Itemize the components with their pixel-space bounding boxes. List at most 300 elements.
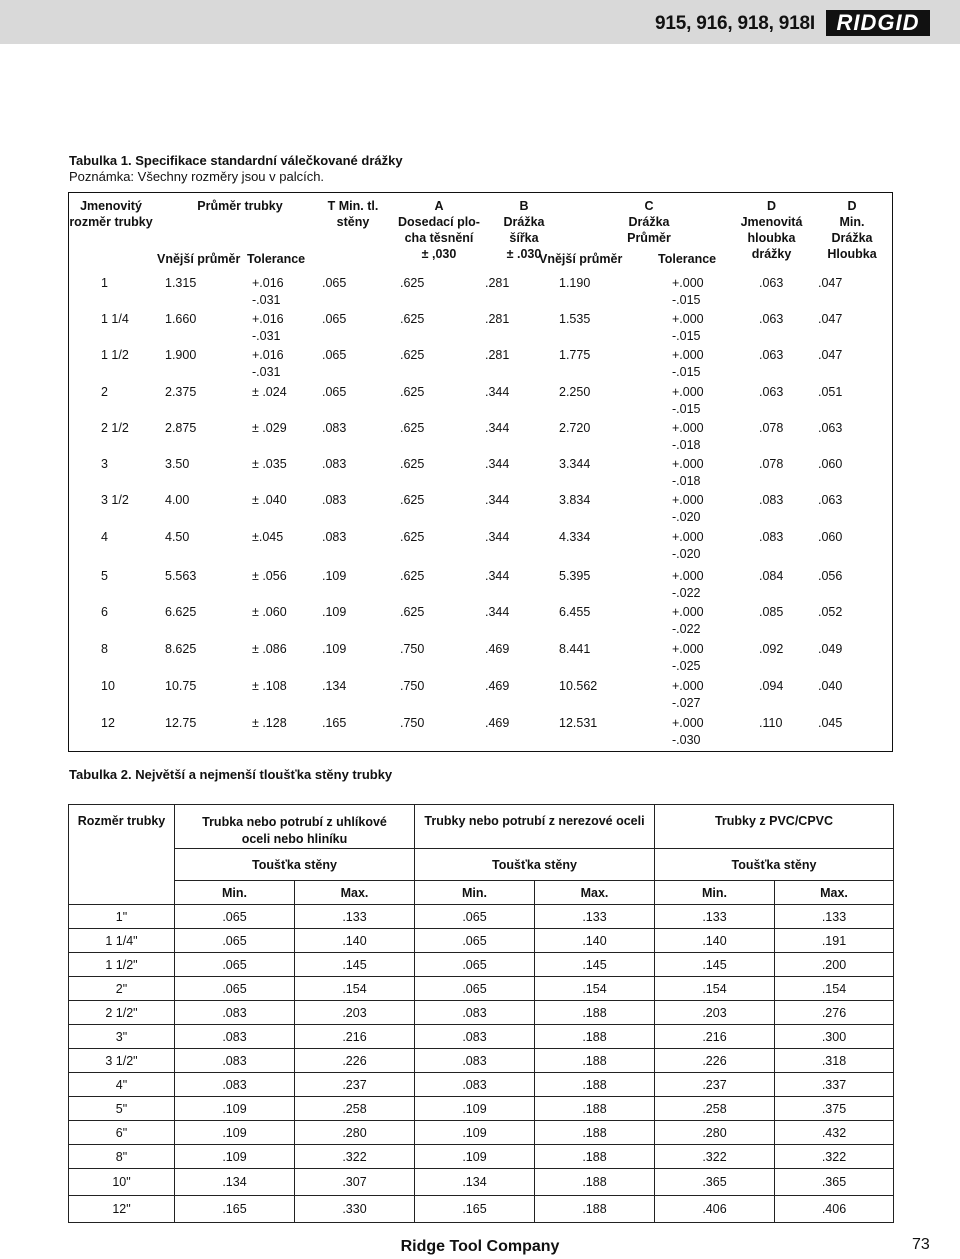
cell-b: .344	[485, 605, 510, 619]
cell-stainless-max: .154	[535, 977, 655, 1001]
cell-d: .063	[759, 348, 784, 362]
cell-pipe-size: 5"	[69, 1097, 175, 1121]
hdr-b-3: šířka	[509, 231, 539, 245]
cell-c-tolerance: +.000	[672, 493, 704, 507]
cell-stainless-max: .188	[535, 1169, 655, 1196]
cell-c: 2.250	[559, 385, 591, 399]
cell-d-min: .063	[818, 421, 843, 435]
cell-tolerance: ± .128	[252, 716, 287, 730]
cell-b: .344	[485, 569, 510, 583]
cell-t-min: .083	[322, 421, 347, 435]
cell-c-tolerance: +.000	[672, 716, 704, 730]
cell-outer-diameter: 6.625	[165, 605, 197, 619]
cell-carbon-max: .307	[295, 1169, 415, 1196]
table-row	[69, 1049, 894, 1073]
table-row	[69, 1073, 894, 1097]
cell-pvc-min: .322	[655, 1145, 775, 1169]
cell-pipe-size: 1"	[69, 905, 175, 929]
cell-stainless-max: .188	[535, 1097, 655, 1121]
table-row	[69, 977, 894, 1001]
cell-stainless-min: .165	[415, 1196, 535, 1223]
hdr-b-2: Drážka	[503, 215, 545, 229]
cell-c: 1.775	[559, 348, 591, 362]
table-row	[69, 953, 894, 977]
cell-d: .063	[759, 312, 784, 326]
cell-carbon-min: .083	[175, 1025, 295, 1049]
cell-b: .344	[485, 421, 510, 435]
cell-c-tolerance: -.018	[672, 474, 701, 488]
cell-a: .625	[400, 530, 425, 544]
cell-d: .083	[759, 493, 784, 507]
cell-c-tolerance: -.015	[672, 365, 701, 379]
cell-c-tolerance: +.000	[672, 605, 704, 619]
hdr-min-stainless: Min.	[415, 881, 535, 905]
cell-tolerance: ± .108	[252, 679, 287, 693]
cell-c-tolerance: -.027	[672, 696, 701, 710]
cell-c-tolerance: -.020	[672, 547, 701, 561]
cell-a: .625	[400, 348, 425, 362]
hdr-d-nominal-4: drážky	[751, 247, 792, 261]
hdr-c-1: C	[644, 199, 654, 213]
cell-c-tolerance: -.025	[672, 659, 701, 673]
cell-b: .469	[485, 679, 510, 693]
hdr-pipe-diameter: Průměr trubky	[197, 199, 283, 213]
cell-a: .625	[400, 312, 425, 326]
cell-pvc-min: .237	[655, 1073, 775, 1097]
cell-size: 2 1/2	[101, 421, 129, 435]
cell-a: .625	[400, 276, 425, 290]
hdr-nominal-1: Jmenovitý	[80, 199, 142, 213]
cell-pipe-size: 2"	[69, 977, 175, 1001]
table-row	[69, 1025, 894, 1049]
cell-pvc-max: .375	[775, 1097, 894, 1121]
cell-pvc-max: .200	[775, 953, 894, 977]
cell-stainless-min: .083	[415, 1001, 535, 1025]
cell-carbon-min: .165	[175, 1196, 295, 1223]
hdr-pvc: Trubky z PVC/CPVC	[655, 805, 894, 849]
hdr-c-3: Průměr	[627, 231, 671, 245]
cell-tolerance: ± .024	[252, 385, 287, 399]
cell-tolerance: ± .040	[252, 493, 287, 507]
cell-c-tolerance: -.015	[672, 293, 701, 307]
cell-t-min: .065	[322, 276, 347, 290]
cell-d-min: .063	[818, 493, 843, 507]
hdr-nominal-2: rozměr trubky	[69, 215, 153, 229]
hdr-min-pvc: Min.	[655, 881, 775, 905]
cell-c-tolerance: -.015	[672, 402, 701, 416]
hdr-stainless-steel: Trubky nebo potrubí z nerezové oceli	[415, 805, 655, 849]
cell-d: .078	[759, 457, 784, 471]
cell-d-min: .056	[818, 569, 843, 583]
cell-d-min: .060	[818, 457, 843, 471]
cell-c: 6.455	[559, 605, 591, 619]
cell-tolerance: ± .060	[252, 605, 287, 619]
cell-c-tolerance: +.000	[672, 312, 704, 326]
footer-company: Ridge Tool Company	[400, 1238, 560, 1255]
cell-c: 12.531	[559, 716, 598, 730]
cell-d: .084	[759, 569, 784, 583]
cell-pvc-max: .318	[775, 1049, 894, 1073]
cell-pvc-min: .145	[655, 953, 775, 977]
table1-caption: Tabulka 1. Specifikace standardní válečkované drážky	[69, 153, 403, 168]
hdr-max-stainless: Max.	[535, 881, 655, 905]
table2-body	[69, 905, 894, 1223]
cell-b: .281	[485, 276, 510, 290]
cell-tolerance: -.031	[252, 329, 281, 343]
table-row	[69, 929, 894, 953]
groove-spec-table	[68, 192, 893, 752]
cell-carbon-min: .083	[175, 1001, 295, 1025]
hdr-d-min-1: D	[847, 199, 857, 213]
cell-carbon-min: .134	[175, 1169, 295, 1196]
wall-thickness-table	[68, 804, 894, 1223]
cell-c: 1.190	[559, 276, 591, 290]
cell-t-min: .134	[322, 679, 347, 693]
cell-d-min: .049	[818, 642, 843, 656]
cell-outer-diameter: 1.315	[165, 276, 197, 290]
hdr-max-carbon: Max.	[295, 881, 415, 905]
cell-size: 10	[101, 679, 115, 693]
cell-carbon-max: .280	[295, 1121, 415, 1145]
cell-c-tolerance: -.030	[672, 733, 701, 747]
cell-outer-diameter: 1.900	[165, 348, 197, 362]
cell-c-tolerance: -.022	[672, 586, 701, 600]
cell-size: 1 1/4	[101, 312, 129, 326]
cell-size: 6	[101, 605, 108, 619]
cell-stainless-max: .188	[535, 1001, 655, 1025]
cell-d-min: .047	[818, 312, 843, 326]
hdr-tolerance: Tolerance	[247, 252, 306, 266]
cell-d-min: .045	[818, 716, 843, 730]
cell-d: .094	[759, 679, 784, 693]
cell-carbon-max: .216	[295, 1025, 415, 1049]
cell-c-tolerance: -.018	[672, 438, 701, 452]
cell-pipe-size: 8"	[69, 1145, 175, 1169]
cell-b: .344	[485, 385, 510, 399]
cell-a: .625	[400, 569, 425, 583]
cell-t-min: .083	[322, 530, 347, 544]
cell-a: .750	[400, 642, 425, 656]
cell-t-min: .165	[322, 716, 347, 730]
cell-c-tolerance: +.000	[672, 421, 704, 435]
cell-c: 8.441	[559, 642, 591, 656]
cell-size: 2	[101, 385, 108, 399]
cell-pvc-min: .203	[655, 1001, 775, 1025]
hdr-c-outer: Vnější průměr	[539, 252, 623, 266]
cell-d-min: .052	[818, 605, 843, 619]
cell-outer-diameter: 4.50	[165, 530, 190, 544]
cell-pipe-size: 2 1/2"	[69, 1001, 175, 1025]
cell-d: .085	[759, 605, 784, 619]
cell-pipe-size: 1 1/2"	[69, 953, 175, 977]
model-title: 915, 916, 918, 918I	[655, 13, 815, 34]
cell-outer-diameter: 10.75	[165, 679, 197, 693]
cell-pvc-min: .154	[655, 977, 775, 1001]
cell-c-tolerance: +.000	[672, 348, 704, 362]
cell-c: 4.334	[559, 530, 591, 544]
cell-t-min: .065	[322, 312, 347, 326]
hdr-pipe-size: Rozměr trubky	[69, 805, 175, 905]
cell-tolerance: +.016	[252, 348, 284, 362]
hdr-a-3: cha těsnění	[404, 231, 474, 245]
cell-c: 10.562	[559, 679, 598, 693]
cell-c-tolerance: +.000	[672, 569, 704, 583]
cell-outer-diameter: 2.875	[165, 421, 197, 435]
cell-carbon-max: .154	[295, 977, 415, 1001]
cell-c-tolerance: -.020	[672, 510, 701, 524]
cell-size: 4	[101, 530, 108, 544]
table-row	[69, 1001, 894, 1025]
table-row	[69, 1169, 894, 1196]
cell-d: .063	[759, 385, 784, 399]
cell-tolerance: ± .086	[252, 642, 287, 656]
cell-stainless-max: .140	[535, 929, 655, 953]
hdr-c-2: Drážka	[628, 215, 670, 229]
cell-pvc-max: .322	[775, 1145, 894, 1169]
cell-d-min: .047	[818, 276, 843, 290]
cell-pipe-size: 10"	[69, 1169, 175, 1196]
cell-pvc-max: .300	[775, 1025, 894, 1049]
cell-carbon-min: .109	[175, 1097, 295, 1121]
cell-carbon-max: .203	[295, 1001, 415, 1025]
cell-c: 1.535	[559, 312, 591, 326]
cell-b: .469	[485, 642, 510, 656]
cell-size: 8	[101, 642, 108, 656]
hdr-d-nominal-3: hloubka	[747, 231, 796, 245]
cell-c: 2.720	[559, 421, 591, 435]
cell-stainless-max: .145	[535, 953, 655, 977]
cell-pvc-max: .191	[775, 929, 894, 953]
hdr-c-tolerance: Tolerance	[658, 252, 717, 266]
hdr-carbon-steel: Trubka nebo potrubí z uhlíkové oceli nebo hliníku	[175, 805, 415, 849]
hdr-max-pvc: Max.	[775, 881, 894, 905]
cell-stainless-min: .065	[415, 929, 535, 953]
hdr-wall-pvc: Toušťka stěny	[655, 849, 894, 881]
hdr-min-carbon: Min.	[175, 881, 295, 905]
cell-d-min: .040	[818, 679, 843, 693]
cell-a: .625	[400, 457, 425, 471]
cell-tolerance: ± .056	[252, 569, 287, 583]
cell-c: 3.834	[559, 493, 591, 507]
cell-carbon-min: .065	[175, 977, 295, 1001]
cell-stainless-min: .083	[415, 1073, 535, 1097]
cell-carbon-min: .065	[175, 905, 295, 929]
cell-size: 5	[101, 569, 108, 583]
header-bar	[0, 0, 960, 44]
cell-carbon-max: .145	[295, 953, 415, 977]
cell-t-min: .109	[322, 605, 347, 619]
cell-stainless-max: .188	[535, 1145, 655, 1169]
hdr-d-min-2: Min.	[839, 215, 865, 229]
hdr-outer-diameter: Vnější průměr	[157, 252, 241, 266]
cell-a: .625	[400, 493, 425, 507]
cell-stainless-min: .065	[415, 953, 535, 977]
cell-c-tolerance: +.000	[672, 530, 704, 544]
hdr-a-1: A	[434, 199, 444, 213]
cell-outer-diameter: 1.660	[165, 312, 197, 326]
cell-b: .344	[485, 493, 510, 507]
cell-carbon-min: .065	[175, 929, 295, 953]
cell-stainless-min: .109	[415, 1145, 535, 1169]
cell-pvc-min: .406	[655, 1196, 775, 1223]
cell-d: .063	[759, 276, 784, 290]
cell-pvc-min: .133	[655, 905, 775, 929]
cell-pvc-max: .133	[775, 905, 894, 929]
cell-c-tolerance: +.000	[672, 642, 704, 656]
cell-stainless-min: .065	[415, 905, 535, 929]
table-row	[69, 1196, 894, 1223]
cell-carbon-min: .109	[175, 1145, 295, 1169]
cell-carbon-min: .109	[175, 1121, 295, 1145]
cell-pvc-min: .365	[655, 1169, 775, 1196]
cell-pvc-max: .276	[775, 1001, 894, 1025]
cell-d: .092	[759, 642, 784, 656]
table-row	[69, 1145, 894, 1169]
cell-pipe-size: 3 1/2"	[69, 1049, 175, 1073]
cell-pvc-max: .432	[775, 1121, 894, 1145]
cell-tolerance: +.016	[252, 276, 284, 290]
cell-carbon-min: .083	[175, 1049, 295, 1073]
cell-b: .344	[485, 530, 510, 544]
cell-stainless-min: .065	[415, 977, 535, 1001]
cell-c-tolerance: +.000	[672, 276, 704, 290]
cell-pipe-size: 12"	[69, 1196, 175, 1223]
cell-pipe-size: 3"	[69, 1025, 175, 1049]
cell-size: 12	[101, 716, 115, 730]
cell-c-tolerance: +.000	[672, 457, 704, 471]
cell-d: .083	[759, 530, 784, 544]
cell-pvc-max: .406	[775, 1196, 894, 1223]
cell-stainless-max: .188	[535, 1025, 655, 1049]
hdr-d-nominal-2: Jmenovitá	[740, 215, 803, 229]
cell-carbon-max: .226	[295, 1049, 415, 1073]
cell-pvc-min: .140	[655, 929, 775, 953]
brand-logo: RIDGID	[826, 10, 930, 36]
table-row	[69, 1097, 894, 1121]
hdr-tmin-1: T Min. tl.	[327, 199, 379, 213]
hdr-d-nominal-1: D	[766, 199, 777, 213]
cell-pvc-min: .216	[655, 1025, 775, 1049]
cell-c-tolerance: +.000	[672, 679, 704, 693]
cell-b: .344	[485, 457, 510, 471]
cell-c-tolerance: +.000	[672, 385, 704, 399]
cell-t-min: .065	[322, 348, 347, 362]
cell-d: .110	[759, 716, 783, 730]
cell-b: .281	[485, 348, 510, 362]
cell-carbon-max: .133	[295, 905, 415, 929]
cell-stainless-min: .083	[415, 1049, 535, 1073]
hdr-wall-carbon: Toušťka stěny	[175, 849, 415, 881]
cell-b: .469	[485, 716, 510, 730]
cell-pvc-max: .337	[775, 1073, 894, 1097]
cell-tolerance: -.031	[252, 365, 281, 379]
cell-outer-diameter: 12.75	[165, 716, 197, 730]
cell-pipe-size: 4"	[69, 1073, 175, 1097]
table-row	[69, 905, 894, 929]
cell-c-tolerance: -.022	[672, 622, 701, 636]
cell-stainless-max: .188	[535, 1196, 655, 1223]
cell-outer-diameter: 8.625	[165, 642, 197, 656]
cell-carbon-max: .330	[295, 1196, 415, 1223]
cell-stainless-min: .134	[415, 1169, 535, 1196]
cell-tolerance: ±.045	[252, 530, 284, 544]
cell-a: .750	[400, 679, 425, 693]
cell-pipe-size: 6"	[69, 1121, 175, 1145]
cell-t-min: .109	[322, 642, 347, 656]
cell-a: .625	[400, 421, 425, 435]
cell-carbon-max: .322	[295, 1145, 415, 1169]
table-row	[69, 1121, 894, 1145]
cell-a: .625	[400, 385, 425, 399]
cell-pvc-min: .226	[655, 1049, 775, 1073]
cell-tolerance: +.016	[252, 312, 284, 326]
cell-size: 1	[101, 276, 108, 290]
cell-carbon-max: .258	[295, 1097, 415, 1121]
cell-t-min: .109	[322, 569, 347, 583]
cell-carbon-max: .140	[295, 929, 415, 953]
cell-stainless-max: .188	[535, 1049, 655, 1073]
cell-stainless-max: .188	[535, 1121, 655, 1145]
cell-outer-diameter: 5.563	[165, 569, 197, 583]
cell-c: 3.344	[559, 457, 591, 471]
cell-t-min: .083	[322, 493, 347, 507]
cell-a: .750	[400, 716, 425, 730]
cell-carbon-min: .083	[175, 1073, 295, 1097]
cell-t-min: .083	[322, 457, 347, 471]
page-number: 73	[912, 1236, 930, 1253]
table1-note: Poznámka: Všechny rozměry jsou v palcích.	[69, 169, 325, 184]
cell-carbon-min: .065	[175, 953, 295, 977]
cell-carbon-max: .237	[295, 1073, 415, 1097]
cell-b: .281	[485, 312, 510, 326]
cell-stainless-max: .188	[535, 1073, 655, 1097]
hdr-b-4: ± .030	[506, 247, 542, 261]
cell-outer-diameter: 2.375	[165, 385, 197, 399]
cell-tolerance: -.031	[252, 293, 281, 307]
cell-d-min: .051	[818, 385, 843, 399]
cell-pvc-min: .280	[655, 1121, 775, 1145]
cell-t-min: .065	[322, 385, 347, 399]
cell-pipe-size: 1 1/4"	[69, 929, 175, 953]
cell-size: 1 1/2	[101, 348, 129, 362]
hdr-b-1: B	[519, 199, 529, 213]
cell-c-tolerance: -.015	[672, 329, 701, 343]
cell-d-min: .060	[818, 530, 843, 544]
cell-size: 3	[101, 457, 108, 471]
cell-stainless-max: .133	[535, 905, 655, 929]
cell-d-min: .047	[818, 348, 843, 362]
cell-size: 3 1/2	[101, 493, 129, 507]
hdr-a-2: Dosedací plo-	[398, 215, 480, 229]
cell-tolerance: ± .029	[252, 421, 287, 435]
cell-stainless-min: .109	[415, 1121, 535, 1145]
table2-caption: Tabulka 2. Největší a nejmenší tloušťka stěny trubky	[69, 767, 393, 782]
cell-tolerance: ± .035	[252, 457, 287, 471]
hdr-d-min-3: Drážka	[831, 231, 873, 245]
hdr-d-min-4: Hloubka	[827, 247, 877, 261]
cell-outer-diameter: 4.00	[165, 493, 190, 507]
cell-stainless-min: .109	[415, 1097, 535, 1121]
cell-pvc-max: .154	[775, 977, 894, 1001]
cell-pvc-max: .365	[775, 1169, 894, 1196]
cell-stainless-min: .083	[415, 1025, 535, 1049]
cell-outer-diameter: 3.50	[165, 457, 190, 471]
hdr-wall-stainless: Toušťka stěny	[415, 849, 655, 881]
cell-pvc-min: .258	[655, 1097, 775, 1121]
cell-c: 5.395	[559, 569, 591, 583]
hdr-tmin-2: stěny	[336, 215, 370, 229]
hdr-a-4: ± ,030	[421, 247, 457, 261]
